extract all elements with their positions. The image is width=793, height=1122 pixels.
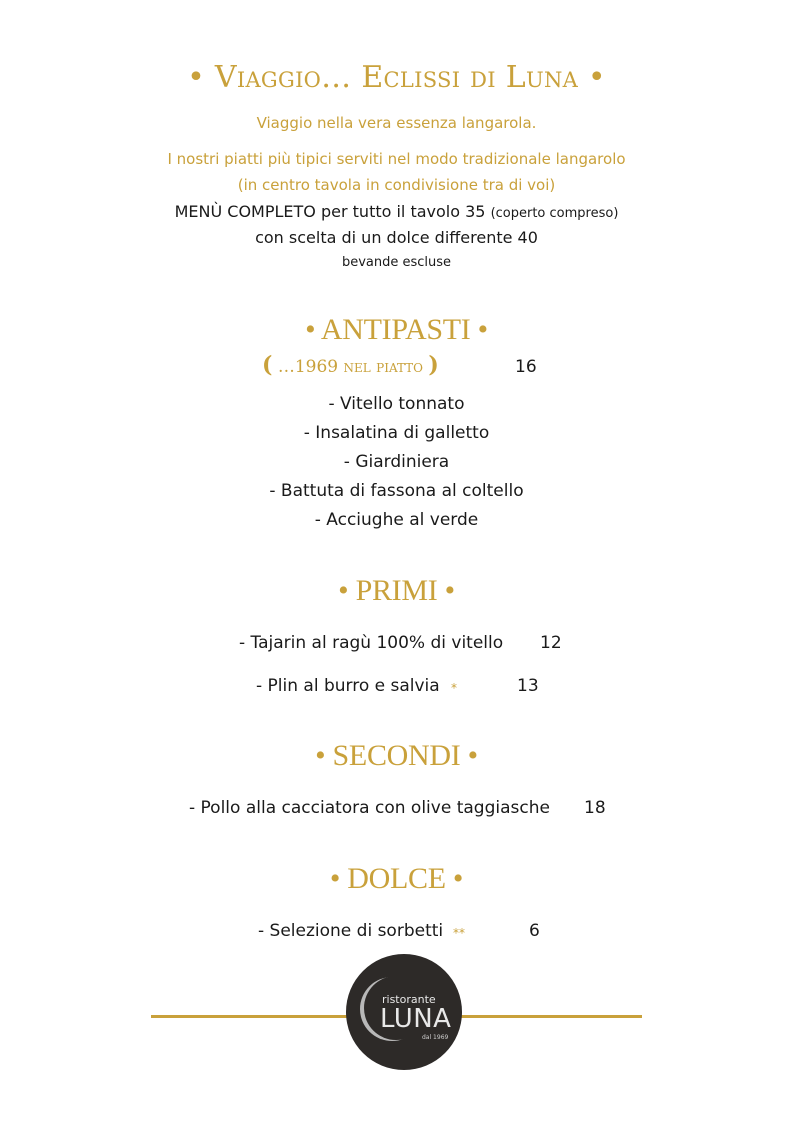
section-title-primi: • PRIMI •	[338, 574, 455, 607]
antipasti-item: - Acciughe al verde	[314, 510, 479, 530]
primi-item-name: - Tajarin al ragù 100% di vitello	[239, 633, 504, 653]
section-title-secondi: • SECONDI •	[315, 739, 478, 772]
antipasti-item: - Giardiniera	[343, 452, 450, 472]
antipasti-subtitle-text: …1969 nel piatto	[272, 357, 429, 377]
dolce-item-name: - Selezione di sorbetti	[258, 921, 444, 941]
logo-name: LUNA	[380, 1004, 452, 1034]
logo-sub-text: dal 1969	[422, 1034, 449, 1041]
footer-rule-left	[151, 1015, 351, 1018]
antipasti-subtitle	[262, 352, 439, 378]
dolce-item-price: 6	[529, 921, 540, 941]
antipasti-item: - Insalatina di galletto	[303, 423, 490, 443]
menu-title: • Viaggio… Eclissi di Luna •	[187, 60, 606, 95]
primi-item-name: - Plin al burro e salvia	[256, 676, 440, 696]
antipasti-subtitle-close: )	[428, 352, 439, 378]
dessert-choice-price: con scelta di un dolce differente 40	[255, 228, 538, 247]
menu-description-line2: (in centro tavola in condivisione tra di voi)	[237, 176, 556, 194]
menu-subtitle: Viaggio nella vera essenza langarola.	[256, 114, 537, 132]
antipasti-item: - Battuta di fassona al coltello	[269, 481, 524, 501]
cover-note: (coperto compreso)	[490, 206, 619, 221]
menu-description-line1: I nostri piatti più tipici serviti nel modo tradizionale langarolo	[167, 150, 626, 168]
antipasti-subtitle-open: (	[262, 352, 273, 378]
restaurant-logo	[346, 954, 462, 1070]
section-title-dolce: • DOLCE •	[329, 862, 464, 895]
primi-item-mark: *	[451, 681, 457, 695]
primi-item-price: 12	[540, 633, 562, 653]
secondi-item-price: 18	[584, 798, 606, 818]
secondi-item-name: - Pollo alla cacciatora con olive taggiasche	[189, 798, 550, 818]
drinks-excluded-note: bevande escluse	[341, 255, 452, 270]
logo-top-text: ristorante	[382, 993, 436, 1006]
primi-item-price: 13	[517, 676, 539, 696]
antipasti-price: 16	[515, 357, 537, 377]
footer-rule-right	[457, 1015, 642, 1018]
full-menu-label: MENÙ COMPLETO per tutto il tavolo 35	[174, 202, 491, 221]
dolce-item-mark: **	[453, 926, 465, 940]
section-title-antipasti: • ANTIPASTI •	[305, 313, 488, 346]
antipasti-item: - Vitello tonnato	[328, 394, 465, 414]
full-menu-price	[0, 202, 793, 221]
